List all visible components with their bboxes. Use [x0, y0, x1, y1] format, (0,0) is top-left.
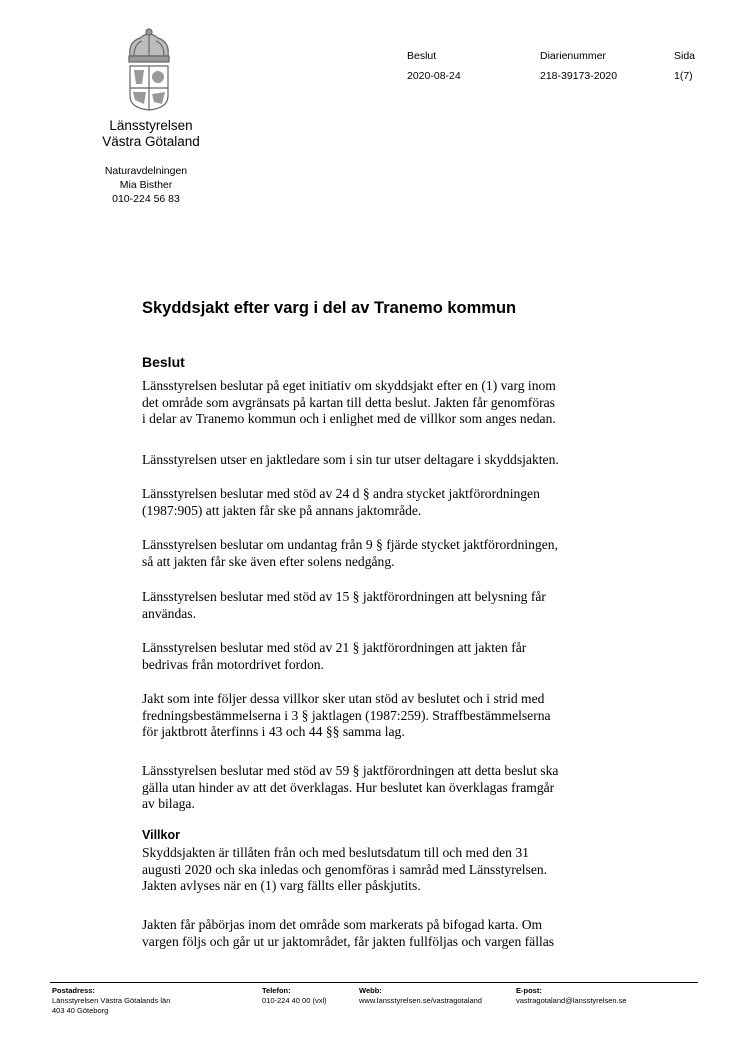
footer-web-link[interactable]: www.lansstyrelsen.se/vastragotaland: [359, 996, 482, 1005]
paragraph-line: Jakten avlyses när en (1) varg fällts eller påskjutits.: [142, 878, 421, 893]
paragraph-line: användas.: [142, 605, 196, 621]
meta-diary: [540, 46, 617, 86]
footer-phone-value: 010-224 40 00 (vxl): [262, 996, 327, 1005]
paragraph-line: Länsstyrelsen beslutar med stöd av 59 § jaktförordningen att detta beslut ska: [142, 763, 559, 778]
paragraph: [142, 378, 612, 428]
coat-of-arms-logo: [120, 26, 178, 112]
contact-person: Mia Bisther: [119, 179, 173, 191]
meta-decision-date: 2020-08-24: [407, 70, 461, 82]
footer-email-link[interactable]: vastragotaland@lansstyrelsen.se: [516, 996, 627, 1005]
paragraph-line: så att jakten får ske även efter solens nedgång.: [142, 553, 395, 569]
footer-postal-line1: Länsstyrelsen Västra Götalands län: [52, 996, 171, 1005]
footer-web: [359, 986, 482, 1006]
footer-divider: [50, 982, 698, 983]
paragraph-line: för jaktbrott återfinns i 43 och 44 §§ samma lag.: [142, 724, 405, 739]
paragraph-line: Länsstyrelsen beslutar med stöd av 24 d § andra stycket jaktförordningen: [142, 486, 540, 501]
paragraph: [142, 917, 612, 950]
paragraph: [142, 691, 612, 741]
paragraph-line: det område som avgränsats på kartan till detta beslut. Jakten får genomföras: [142, 394, 555, 410]
footer-web-label: Webb:: [359, 986, 382, 995]
paragraph-line: fredningsbestämmelserna i 3 § jaktlagen (1987:259). Straffbestämmelserna: [142, 707, 551, 723]
meta-decision-label: Beslut: [407, 50, 437, 62]
footer-email: [516, 986, 627, 1006]
meta-page: [674, 46, 695, 86]
footer-postal-line2: 403 40 Göteborg: [52, 1006, 109, 1015]
footer-postal: [52, 986, 170, 1016]
footer-phone-label: Telefon:: [262, 986, 291, 995]
paragraph-line: Länsstyrelsen beslutar med stöd av 15 § jaktförordningen att belysning får: [142, 589, 546, 604]
paragraph-line: Länsstyrelsen utser en jaktledare som i sin tur utser deltagare i skyddsjakten.: [142, 452, 559, 467]
paragraph: [142, 589, 612, 622]
meta-diary-number: 218-39173-2020: [540, 70, 618, 82]
document-title: Skyddsjakt efter varg i del av Tranemo kommun: [142, 299, 517, 317]
paragraph-line: i delar av Tranemo kommun och i enlighet med de villkor som anges nedan.: [142, 411, 556, 426]
paragraph: [142, 763, 612, 813]
paragraph-line: Jakten får påbörjas inom det område som markerats på bifogad karta. Om: [142, 917, 543, 932]
footer-postal-label: Postadress:: [52, 986, 95, 995]
org-line-1: Länsstyrelsen: [109, 118, 193, 133]
paragraph-line: augusti 2020 och ska inledas och genomföras i samråd med Länsstyrelsen.: [142, 861, 548, 877]
org-line-2: Västra Götaland: [102, 134, 200, 149]
paragraph-line: av bilaga.: [142, 796, 195, 811]
meta-page-label: Sida: [674, 50, 696, 62]
paragraph: [142, 845, 612, 895]
section-heading-beslut: Beslut: [142, 354, 185, 370]
section-heading-villkor: Villkor: [142, 828, 180, 842]
meta-diary-label: Diarienummer: [540, 50, 606, 62]
paragraph-line: (1987:905) att jakten får ske på annans jaktområde.: [142, 502, 422, 518]
paragraph: [142, 537, 612, 570]
paragraph-line: Skyddsjakten är tillåten från och med beslutsdatum till och med den 31: [142, 845, 529, 860]
meta-page-value: 1(7): [674, 70, 693, 82]
department-name: Naturavdelningen: [104, 165, 188, 177]
paragraph-line: bedrivas från motordrivet fordon.: [142, 656, 324, 672]
organization-name: [86, 118, 216, 150]
paragraph-line: Jakt som inte följer dessa villkor sker utan stöd av beslutet och i strid med: [142, 691, 545, 706]
paragraph-line: gälla utan hinder av att det överklagas. Hur beslutet kan överklagas framgår: [142, 779, 555, 795]
paragraph: [142, 640, 612, 673]
paragraph-line: vargen följs och går ut ur jaktområdet, får jakten fullföljas och vargen fällas: [142, 933, 555, 949]
footer-email-label: E-post:: [516, 986, 542, 995]
department-block: [86, 164, 206, 206]
contact-phone: 010-224 56 83: [112, 193, 180, 205]
paragraph: [142, 452, 612, 469]
footer-phone: [262, 986, 327, 1006]
paragraph-line: Länsstyrelsen beslutar om undantag från 9 § fjärde stycket jaktförordningen,: [142, 537, 558, 552]
paragraph: [142, 486, 612, 519]
meta-decision: [407, 46, 461, 86]
paragraph-line: Länsstyrelsen beslutar med stöd av 21 § jaktförordningen att jakten får: [142, 640, 527, 655]
paragraph-line: Länsstyrelsen beslutar på eget initiativ om skyddsjakt efter en (1) varg inom: [142, 378, 556, 393]
